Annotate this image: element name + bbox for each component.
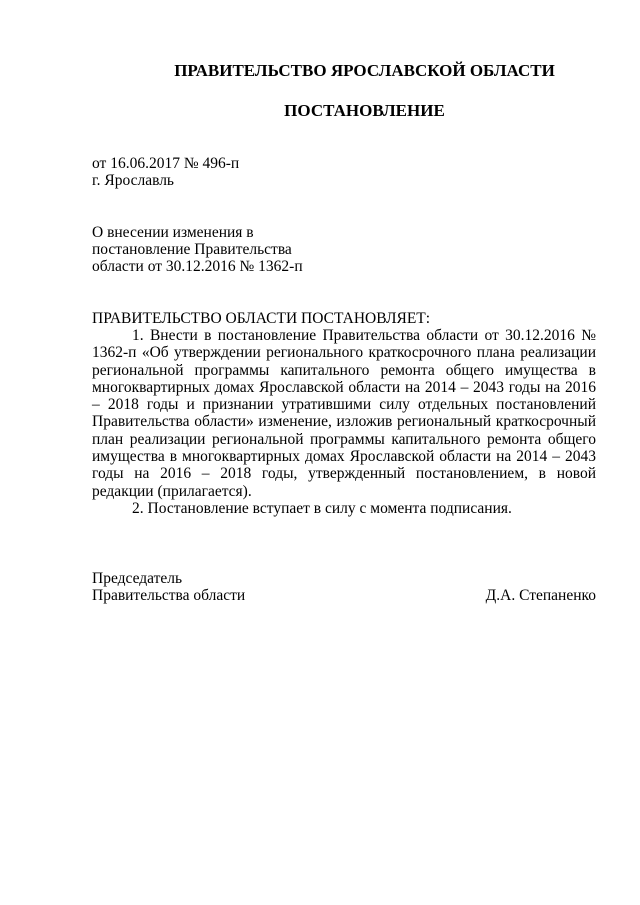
- signature-title-line-1: Председатель: [92, 570, 183, 587]
- body-paragraphs: [92, 327, 596, 517]
- decree-heading: ПРАВИТЕЛЬСТВО ОБЛАСТИ ПОСТАНОВЛЯЕТ:: [92, 310, 431, 327]
- date-number: от 16.06.2017 № 496-п: [92, 155, 240, 172]
- signature-title-line-2: Правительства области: [92, 587, 246, 604]
- city: г. Ярославль: [92, 172, 174, 189]
- subject-line-3: области от 30.12.2016 № 1362-п: [92, 258, 303, 275]
- subject-line-2: постановление Правительства: [92, 241, 292, 258]
- paragraph-1: 1. Внести в постановление Правительства области от 30.12.2016 № 1362-п «Об утверждении регионального краткосрочного плана реализации региональной программы капитального ремонта общего имущества в многоквартирных домах Ярославской области на 2014 – 2043 годы на 2016 – 2018 годы и признании утратившими силу отдельных постановлений Правительства области» изменение, изложив региональный краткосрочный план реализации региональной программы капитального ремонта общего имущества в многоквартирных домах Ярославской области на 2014 – 2043 годы на 2016 – 2018 годы, утвержденный постановлением, в новой редакции (прилагается).: [92, 327, 596, 500]
- organization-title: ПРАВИТЕЛЬСТВО ЯРОСЛАВСКОЙ ОБЛАСТИ: [174, 61, 555, 80]
- subject-line-1: О внесении изменения в: [92, 224, 254, 241]
- paragraph-2: 2. Постановление вступает в силу с момента подписания.: [132, 499, 512, 517]
- document-type-title: ПОСТАНОВЛЕНИЕ: [284, 101, 445, 120]
- signatory-name: Д.А. Степаненко: [485, 587, 596, 604]
